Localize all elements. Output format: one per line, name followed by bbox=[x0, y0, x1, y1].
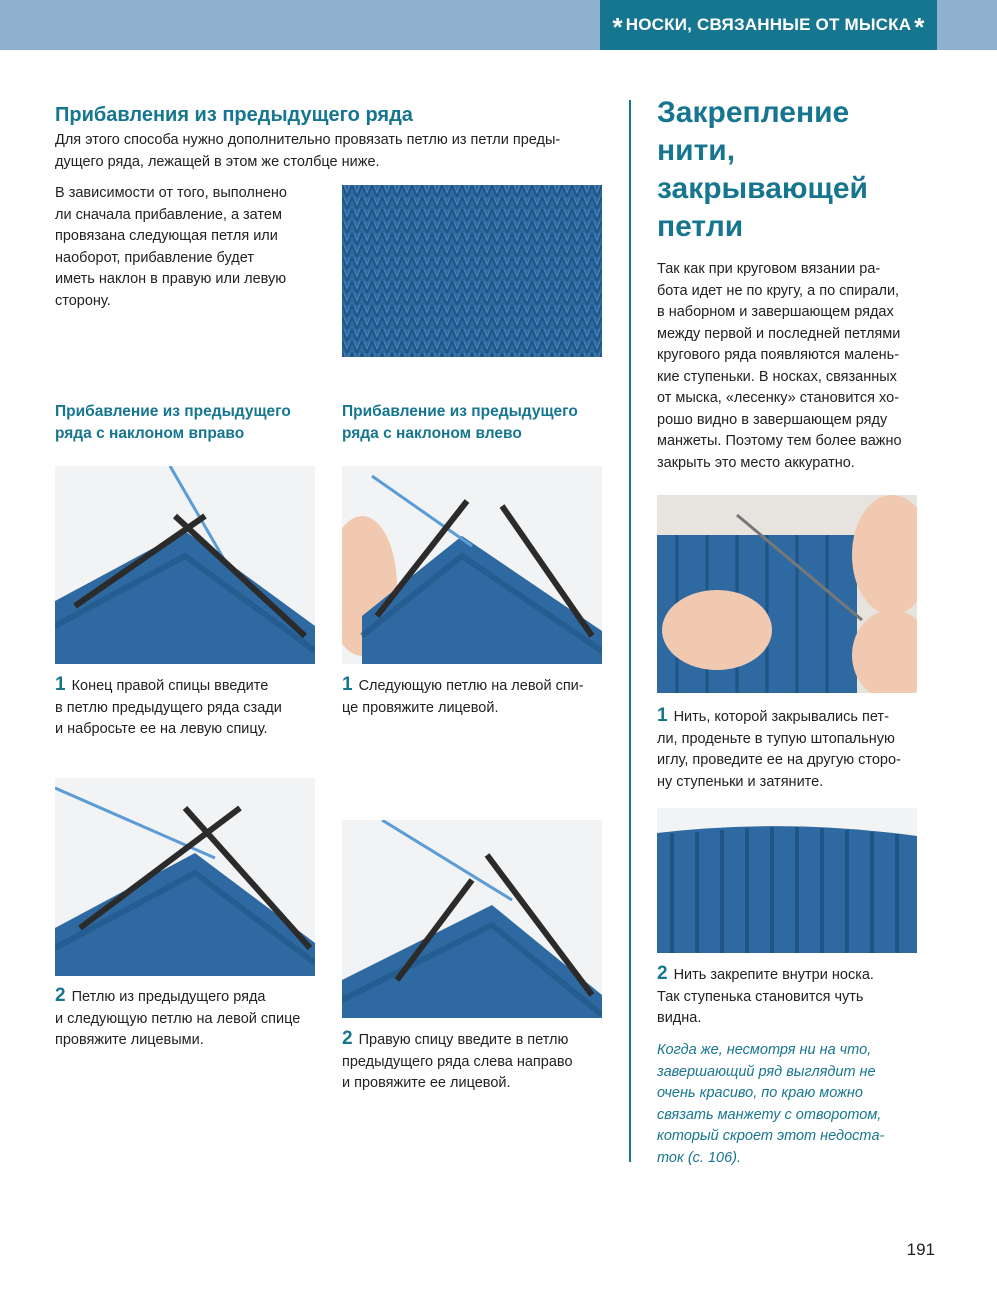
right-step2-text bbox=[657, 963, 932, 1030]
right-intro: Так как при круговом вязании ра- бота идет не по кругу, а по спирали, в наборном и завершающем рядах между первой и последней петлями кругового ряда появляются малень- кие ступеньки. В носках, связанных от мыска, «лесенку» становится хо- рошо видно в завершающем ряду манжеты. Поэтому тем более важно закрыть это место аккуратно. bbox=[657, 261, 902, 471]
col1-step2-text bbox=[55, 985, 325, 1052]
col1-step1-photo bbox=[55, 466, 315, 664]
col1-step1-text bbox=[55, 674, 325, 741]
left-heading: Прибавления из предыдущего ряда bbox=[55, 104, 413, 126]
page-number: 191 bbox=[906, 1240, 935, 1259]
right-step2-number: 2 bbox=[657, 963, 668, 984]
right-step1-number: 1 bbox=[657, 705, 668, 726]
col2-step2-photo bbox=[342, 820, 602, 1018]
col2-step1-body: Следующую петлю на левой спи- це провяжите лицевой. bbox=[342, 678, 584, 716]
col1-step1-body: Конец правой спицы введите в петлю предыдущего ряда сзади и набросьте ее на левую спицу. bbox=[55, 678, 282, 737]
right-step1-body: Нить, которой закрывались пет- ли, проденьте в тупую штопальную иглу, проведите ее на другую сторо- ну ступеньки и затяните. bbox=[657, 709, 901, 790]
section-title: НОСКИ, СВЯЗАННЫЕ ОТ МЫСКА bbox=[625, 15, 912, 34]
right-step1-text bbox=[657, 705, 932, 793]
col2-step2-text bbox=[342, 1028, 612, 1095]
right-step2-photo bbox=[657, 808, 917, 953]
left-para: В зависимости от того, выполнено ли сначала прибавление, а затем провязана следующая петля или наоборот, прибавление будет иметь наклон в правую или левую сторону. bbox=[55, 185, 287, 309]
col2-step1-text bbox=[342, 674, 612, 719]
right-step1-photo bbox=[657, 495, 917, 693]
right-note: Когда же, несмотря ни на что, завершающий ряд выглядит не очень красиво, по краю можно связать манжету с отворотом, который скроет этот недостa- ток (с. 106). bbox=[657, 1042, 885, 1166]
col1-step2-body: Петлю из предыдущего ряда и следующую петлю на левой спице провяжите лицевыми. bbox=[55, 989, 301, 1048]
col1-step2-number: 2 bbox=[55, 985, 66, 1006]
col2-step2-body: Правую спицу введите в петлю предыдущего ряда слева направо и провяжите ее лицевой. bbox=[342, 1032, 573, 1091]
col1-step2-photo bbox=[55, 778, 315, 976]
col1-step1-number: 1 bbox=[55, 674, 66, 695]
knit-swatch-photo bbox=[342, 185, 602, 357]
column-divider bbox=[629, 100, 631, 1162]
right-heading: Закрепление нити, закрывающей петли bbox=[657, 96, 868, 243]
col2-step2-number: 2 bbox=[342, 1028, 353, 1049]
header-bar bbox=[0, 0, 997, 50]
col1-subheading: Прибавление из предыдущего ряда с наклоном вправо bbox=[55, 403, 291, 442]
col2-step1-photo bbox=[342, 466, 602, 664]
star-right-icon: * bbox=[914, 12, 925, 42]
col2-subheading: Прибавление из предыдущего ряда с наклоном влево bbox=[342, 403, 578, 442]
left-intro: Для этого способа нужно дополнительно провязать петлю из петли преды- дущего ряда, лежащей в этом же столбце ниже. bbox=[55, 132, 561, 170]
col2-step1-number: 1 bbox=[342, 674, 353, 695]
section-title-tab bbox=[600, 0, 937, 50]
star-left-icon: * bbox=[612, 12, 623, 42]
right-step2-body: Нить закрепите внутри носка. Так ступенька становится чуть видна. bbox=[657, 967, 874, 1026]
